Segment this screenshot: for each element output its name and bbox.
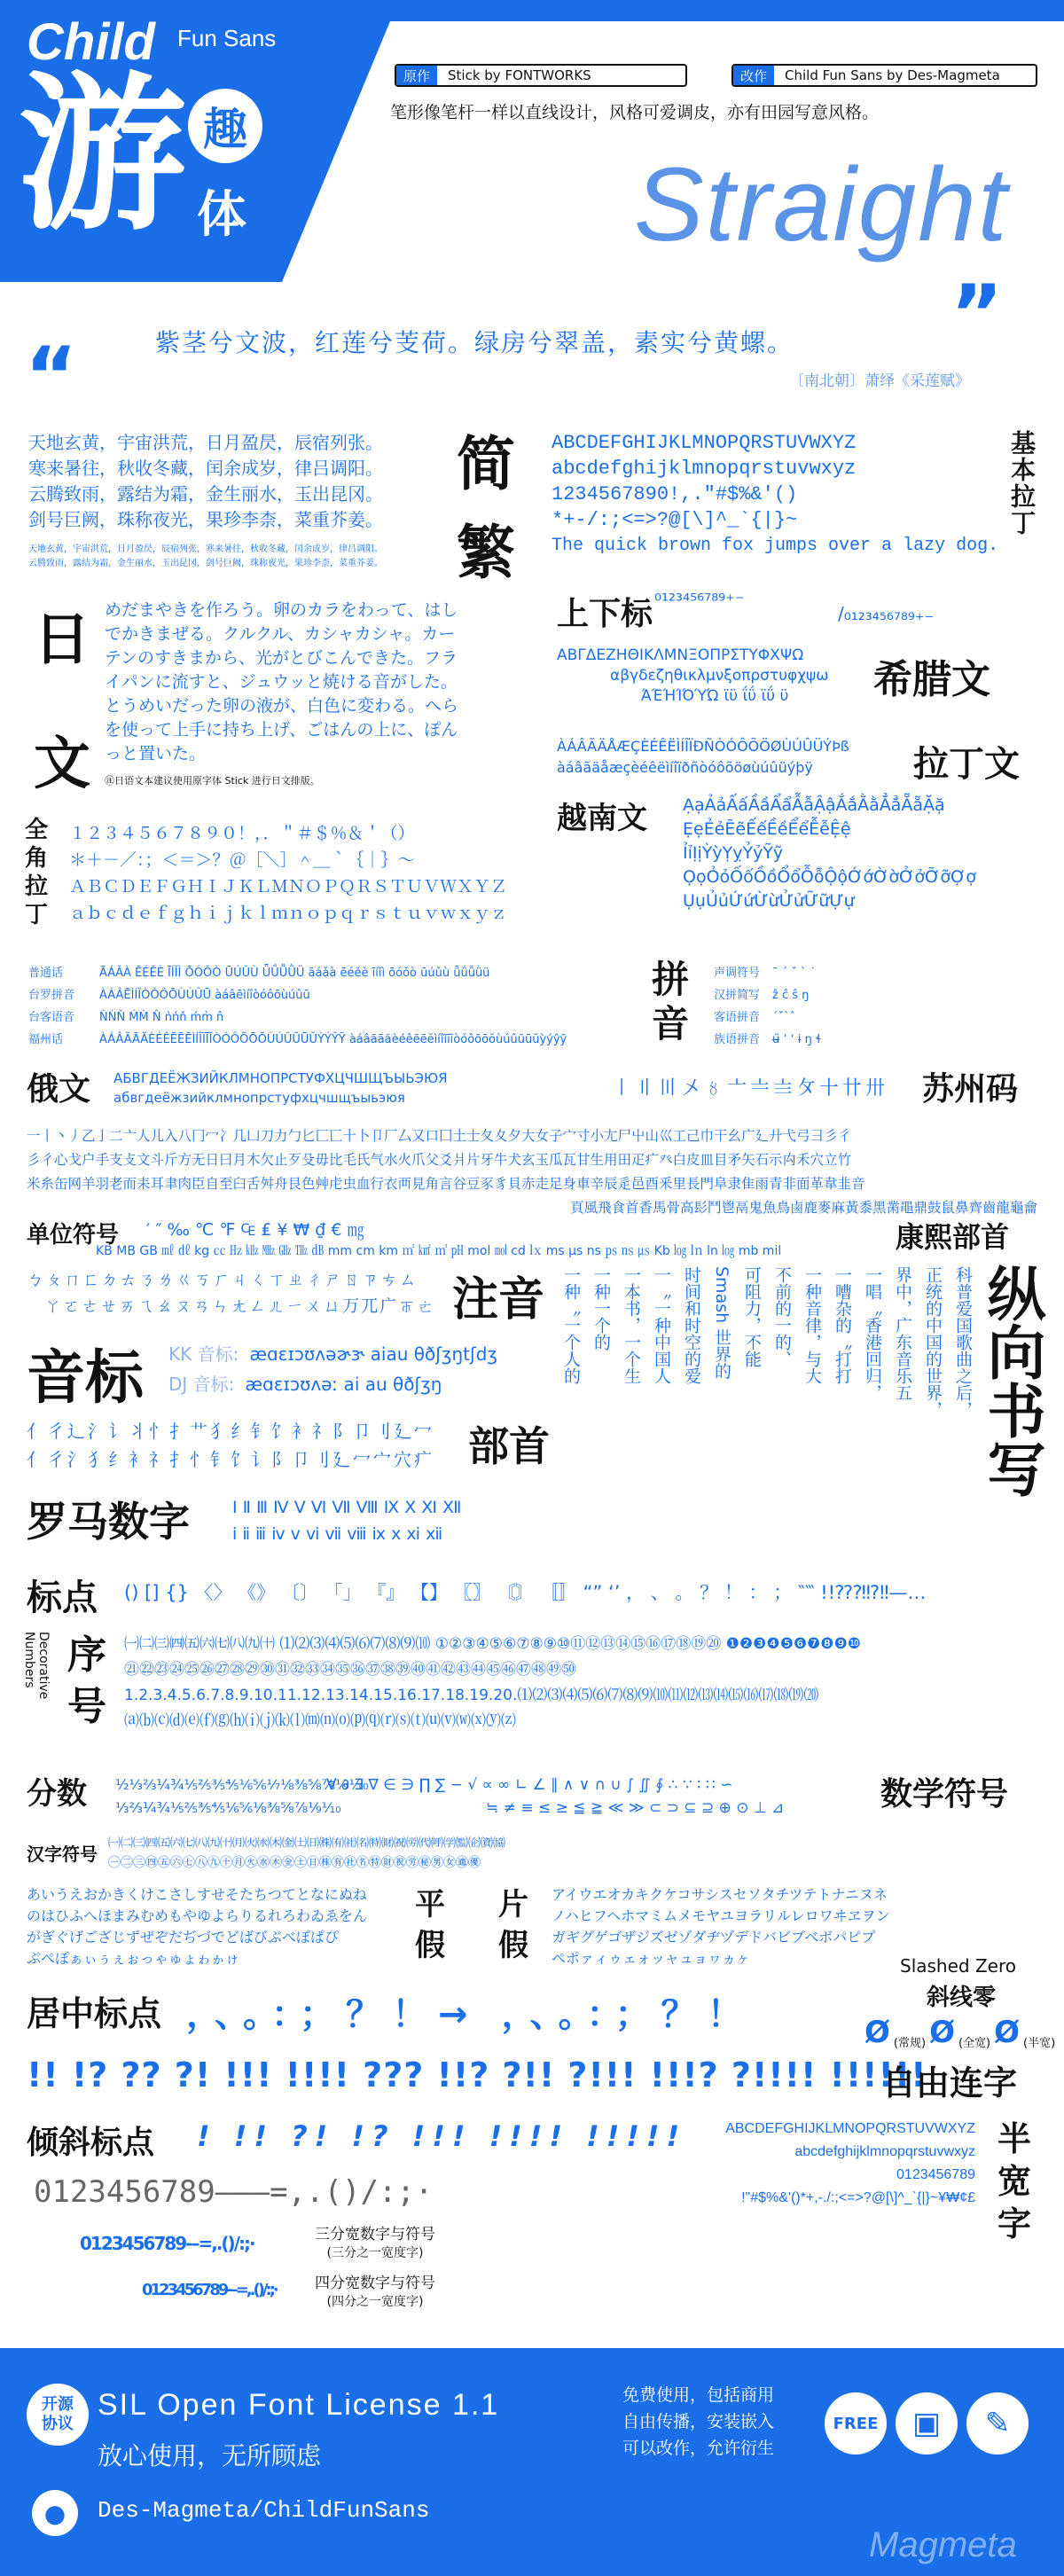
pinyin-rows bbox=[28, 962, 640, 1051]
vertical-column: 一嘈杂的〝打打 bbox=[833, 1266, 852, 1384]
quarter-label: 四分宽数字与符号 (四分之一宽度字) bbox=[315, 2275, 435, 2309]
vi-line: ẠạẢảẤấẦầẨẩẪẫẬậẮắẰằẲẳẴẵẶặ bbox=[683, 795, 945, 815]
greek-upper: ΑΒΓΔΕΖΗΘΙΚΛΜΝΞΟΠΡΣΤΥΦΧΨΩ bbox=[557, 646, 804, 664]
hira-line: ぷぺぽぁぃぅぇぉっゃゅょゎゕゖ bbox=[27, 1950, 240, 1967]
label-ligatures: 自由连字 bbox=[882, 2063, 1018, 2102]
radical-line: 一丨丶丿乙亅二亠人儿入八冂冖冫几凵刀力勹匕匚匸十卜卩厂厶又口囗土士夂夊夕大女子宀寸小尢尸屮山巛工己巾干幺广廴廾弋弓彐彡彳 bbox=[27, 1128, 852, 1144]
hira-line: がぎぐげござじずぜぞだぢづでどばびぶべぼぱぴ bbox=[27, 1929, 339, 1946]
label-vietnamese: 越南文 bbox=[557, 801, 647, 836]
original-label: 原作 bbox=[396, 66, 437, 85]
title-cn-circle: 趣 bbox=[188, 89, 262, 163]
sub-text: /₀₁₂₃₄₅₆₇₈₉₊₋ bbox=[838, 603, 935, 624]
close-quote: ” bbox=[951, 268, 1004, 361]
slashed-zero-cn: 斜线零 bbox=[927, 1985, 997, 2011]
watermark: Magmeta bbox=[869, 2525, 1017, 2564]
label-latin-ext: 拉丁文 bbox=[913, 744, 1020, 785]
repo-link[interactable]: Des-Magmeta/ChildFunSans bbox=[98, 2497, 430, 2524]
vertical-column: 正统的中国的世界， bbox=[923, 1266, 943, 1418]
latin-digits: 1234567890!,."#$%&'() bbox=[552, 483, 798, 505]
pencil-icon: ✎ bbox=[966, 2392, 1029, 2455]
cn-line: 寒来暑往，秋收冬藏，闰余成岁，律吕调阳。 bbox=[28, 458, 383, 479]
radicals-block bbox=[27, 1124, 1037, 1220]
fullwidth-block bbox=[69, 820, 507, 927]
vertical-column: 科普爱国歌曲之后， bbox=[953, 1266, 973, 1418]
roman-block bbox=[232, 1494, 462, 1547]
jp-text bbox=[105, 599, 458, 766]
math-block bbox=[326, 1773, 784, 1820]
bushou-block bbox=[27, 1417, 434, 1474]
slashed-zero-en: Slashed Zero bbox=[900, 1955, 1016, 1977]
dj-row: DJ 音标: æɑɛɪɔʊʌəː ai au θðʃʒŋ bbox=[168, 1374, 442, 1395]
latin-ext-upper: ÀÁÂÃÄÅÆÇÈÉÊËÌÍÎÏÐÑÒÓÔÕÖØÙÚÛÜÝÞß bbox=[557, 738, 849, 755]
greek-lower: αβγδεζηθικλμνξοπρστυφχψω bbox=[610, 667, 829, 685]
label-vertical: 纵向书写 bbox=[977, 1264, 1045, 1498]
punctuation-text: () [] {} 〈〉 《》 〔〕 「」 『』 【】 〖〗 〘〙 〚〛 “” ‘’ ， 、 。 ？ ！ ： ； ‶‷ !!⁇⁈⁉‼—… bbox=[124, 1582, 927, 1603]
greek-accented: ΆΈΉΊΌΎΏ ϊϋ ΐΰ ϊΰ ϋ bbox=[641, 687, 789, 705]
pinyin-row: 台客语音 ǸŃŇ ḾM̀ N̂ ǹńň ḿm̀ n̂ bbox=[28, 1011, 224, 1024]
units-line1: ′ ″ ‰ ℃ ℉ ₠ ₤ ¥ ₩ ₫ € ㎎ bbox=[146, 1220, 364, 1240]
slashed-zero-glyph: Ø bbox=[994, 2015, 1021, 2050]
roman-lower: ⅰ ⅱ ⅲ ⅳ ⅴ ⅵ ⅶ ⅷ ⅸ ⅹ ⅺ ⅻ bbox=[232, 1524, 443, 1544]
fw-line: ａｂｃｄｅｆｇｈｉｊｋｌｍｎｏｐｑｒｓｔｕｖｗｘｙｚ bbox=[69, 904, 508, 923]
straight-title: Straight bbox=[634, 146, 1009, 263]
enclosed-block bbox=[108, 1834, 505, 1873]
label-bushou: 部首 bbox=[468, 1422, 550, 1470]
github-icon[interactable]: ● bbox=[32, 2490, 78, 2536]
latin-lower: abcdefghijklmnopqrstuvwxyz bbox=[552, 458, 857, 480]
label-phonetic: 音标 bbox=[27, 1343, 144, 1412]
label-punctuation: 标点 bbox=[27, 1578, 98, 1618]
vertical-column: Smash 世界的 bbox=[712, 1266, 732, 1380]
italic-punct-text: ! !! ?! !? !!! !!!! !!!!! bbox=[197, 2119, 687, 2153]
enclosed-line: ㈠㈡㈢㈣㈤㈥㈦㈧㈨㈩㈪㈫㈬㈭㈮㈯㈰㈱㈲㈳㈴㈵㈶㈷㈸㈹㈺㈻㈼㈽㈾㈿ bbox=[108, 1836, 505, 1851]
vi-line: ẸẹẺẻẼẽẾếỀềỂểỄễỆệ bbox=[683, 819, 851, 839]
bushou-line: 亻彳辶氵讠丬忄扌艹犭纟钅饣衤礻阝卩刂廴冖 bbox=[27, 1421, 434, 1442]
label-center-punct: 居中标点 bbox=[27, 1994, 162, 2033]
label-latin-basic: 基本拉丁 bbox=[1007, 430, 1037, 536]
label-traditional: 繁 bbox=[457, 519, 515, 587]
label-zhuyin: 注音 bbox=[452, 1273, 545, 1327]
subtitle-en: Fun Sans bbox=[177, 25, 277, 51]
package-icon: ▣ bbox=[896, 2392, 958, 2455]
katakana-block bbox=[552, 1884, 890, 1969]
footer-tagline: 放心使用，无所顾虑 bbox=[98, 2441, 322, 2470]
poem-source: 〔南北朝〕萧绎《采莲赋》 bbox=[789, 372, 970, 390]
latin-upper: ABCDEFGHIJKLMNOPQRSTUVWXYZ bbox=[552, 432, 857, 454]
hiragana-block bbox=[27, 1884, 367, 1969]
hw-digits: 0123456789 bbox=[896, 2167, 975, 2182]
ordinal-line: ⒜⒝⒞⒟⒠⒡⒢⒣⒤⒥⒦⒧⒨⒩⒪⒫⒬⒭⒮⒯⒰⒱⒲⒳⒴⒵ bbox=[124, 1712, 516, 1730]
latin-basic bbox=[552, 430, 998, 559]
pinyin-row: 普通话 ĀÁǍÀ ĒÉĚÈ ĪÍǏÌ ŌÓǑÒ ŪÚǓÙ ǕǗǙǛÜ āáǎà ēéěè īíǐì ōóǒò ūúǔù ǖǘǚǜü bbox=[28, 967, 490, 980]
bushou-line: 亻彳氵犭纟衤礻扌忄钅饣讠阝卩刂廴冖宀穴疒 bbox=[27, 1449, 434, 1470]
units-line2: KB MB GB ㎖ ㎗ kg ㏄ ㎐ ㎑ ㎒ ㎓ ㎔ ㏈ mm cm km ㎡ ㎢ ㎥ ㏗ mol ㏖ cd ㏓ ms μs ns ㎰ ㎱ ㎲ Kb ㏒ ㏑ ln ㏒ mb mil bbox=[96, 1244, 782, 1258]
phonetic-block bbox=[168, 1339, 497, 1399]
vi-line: ỈỉỊịỲỳỴỵỶỷỸỹ bbox=[683, 843, 784, 863]
cn-small-line: 天地玄黄，宇宙洪荒，日月盈昃，辰宿列张，寒来暑往，秋收冬藏，闰余成岁，律吕调阳。 bbox=[28, 544, 383, 554]
kata-line: ノハヒフヘホマミムメモヤユヨラリルレロワヰヱヲン bbox=[552, 1907, 890, 1924]
vertical-column: 一种一个的 bbox=[591, 1266, 611, 1351]
label-fractions: 分数 bbox=[27, 1776, 87, 1812]
slashed-zero-glyph: Ø bbox=[864, 2015, 890, 2050]
original-tag bbox=[395, 64, 687, 87]
footer bbox=[0, 2348, 1064, 2576]
pinyin-row: 台罗拼音 ÀÁÂĒÌÍÎÒÓÔŌÙÚÛŪ àáâēìíîòóôōùúûū bbox=[28, 989, 310, 1002]
latin-pangram: The quick brown fox jumps over a lazy dog. bbox=[552, 536, 999, 556]
slashed-zero-glyph: Ø bbox=[929, 2015, 955, 2050]
label-hiragana: 平假 bbox=[415, 1887, 445, 1963]
vi-line: ỌọỎỏỐốỒồỔổỖỗỘộỚớỜờỞởỠỡỢợ bbox=[683, 867, 976, 887]
vertical-text-block bbox=[561, 1266, 975, 1550]
halfwidth-block bbox=[585, 2118, 975, 2210]
vertical-column: 不前的一的、 bbox=[772, 1266, 792, 1367]
radical-line: 彡彳心戈户手支攴文斗斤方无日曰月木欠止歹殳毋比毛氏气水火爪父爻爿片牙牛犬玄玉瓜瓦甘生用田疋疒癶白皮皿目矛矢石示禸禾穴立竹 bbox=[27, 1152, 852, 1168]
jp-note: ㊟日语文本建议使用原字体 Stick 进行日文排版。 bbox=[105, 775, 320, 787]
title-cn-small: 体 bbox=[197, 186, 246, 244]
hw-symbols: !"#$%&'()*+,-./:;<=>?@[\]^_`{|}~¥₩¢£ bbox=[741, 2190, 975, 2205]
cn-line: 天地玄黄，宇宙洪荒，日月盈昃，辰宿列张。 bbox=[28, 432, 383, 453]
cn-line: 云腾致雨，露结为霜，金生丽水，玉出昆冈。 bbox=[28, 483, 383, 505]
label-halfwidth: 半宽字 bbox=[998, 2119, 1032, 2243]
label-decorative-numbers: Decorative Numbers bbox=[22, 1632, 51, 1700]
fw-line: ＡＢＣＤＥＦＧＨＩＪＫＬＭＮＯＰＱＲＳＴＵＶＷＸＹＺ bbox=[69, 877, 508, 897]
jp-line: っと置いた。 bbox=[105, 744, 207, 763]
ligatures-text: !! !? ?? ?! !!! !!!! ??? !!? ?!! ?!!! !!!? ?!!!! !!!!!! bbox=[27, 2055, 927, 2094]
roman-upper: Ⅰ Ⅱ Ⅲ Ⅳ Ⅴ Ⅵ Ⅶ Ⅷ Ⅸ Ⅹ Ⅺ Ⅻ bbox=[232, 1498, 462, 1517]
label-italic-punct: 倾斜标点 bbox=[27, 2125, 155, 2161]
third-digits: 0123456789-–=,.()/:;· bbox=[80, 2233, 254, 2254]
modified-label: 改作 bbox=[733, 66, 774, 85]
license-name: SIL Open Font License 1.1 bbox=[98, 2388, 500, 2422]
vertical-column: 可阻力，不能 bbox=[742, 1266, 762, 1367]
hira-line: あいうえおかきくけこさしすせそたちつてとなにぬね bbox=[27, 1886, 367, 1903]
hw-upper: ABCDEFGHIJKLMNOPQRSTUVWXYZ bbox=[725, 2121, 975, 2136]
vertical-column: 界中，广东音乐五 bbox=[893, 1266, 912, 1401]
jp-line: めだまやきを作ろう。卵のカラをわって、はし bbox=[105, 600, 458, 620]
zhuyin-block bbox=[27, 1266, 435, 1319]
cn-sample-lines bbox=[28, 430, 383, 533]
latin-symbols: *+-/:;<=>?@[\]^_`{|}~ bbox=[552, 509, 798, 531]
kk-row: KK 音标: æɑɛɪɔʊʌəɚɝ aiau θðʃʒŋtʃdʒ bbox=[168, 1343, 497, 1365]
jp-line: とうめいだった卵の液が、白色に変わる。へら bbox=[105, 696, 459, 716]
jp-line: でかきまぜる。クルクル、カシャカシャ。カー bbox=[105, 624, 456, 644]
vietnamese-block bbox=[683, 794, 976, 913]
label-katakana: 片假 bbox=[498, 1887, 528, 1963]
suzhou-text: 〡〢〣〤〥〦〧〨〩〸〹〺 bbox=[612, 1077, 889, 1100]
label-units: 单位符号 bbox=[27, 1222, 120, 1249]
ordinal-line: 1.2.3.4.5.6.7.8.9.10.11.12.13.14.15.16.17.18.19.20.⑴⑵⑶⑷⑸⑹⑺⑻⑼⑽⑾⑿⒀⒁⒂⒃⒄⒅⒆⒇ bbox=[124, 1687, 819, 1704]
label-radicals: 康熙部首 bbox=[896, 1220, 1010, 1254]
pinyin-right-rows bbox=[714, 962, 821, 1051]
label-enclosed: 汉字符号 bbox=[27, 1844, 98, 1865]
fw-line: ＊＋－／：；＜＝＞？＠［＼］＾＿｀｛｜｝～ bbox=[69, 850, 415, 870]
jp-line: テンのすきまから、光がとびこんできた。フラ bbox=[105, 648, 458, 668]
title-cn-big: 游 bbox=[18, 57, 187, 253]
header-stripe bbox=[0, 0, 1064, 21]
digits-big: 0123456789——–=,.()/:;· bbox=[34, 2174, 434, 2210]
label-simplified: 简 bbox=[457, 430, 515, 498]
kata-line: ペポァィゥェォッャュョヮヵヶ bbox=[552, 1950, 751, 1967]
center-punct-text: ，、。：；？！→ ，、。：；？！ bbox=[186, 1994, 754, 2035]
modified-value: Child Fun Sans by Des-Magmeta bbox=[785, 67, 1000, 83]
label-supsub: 上下标 bbox=[557, 596, 653, 632]
cn-small-line: 云腾致雨，露结为霜，金生丽水，玉出昆冈，剑号巨阙，珠称夜光，果珍李柰，菜重芥姜。 bbox=[28, 559, 383, 568]
hw-lower: abcdefghijklmnopqrstuvwxyz bbox=[794, 2144, 975, 2159]
label-jp-top: 日 bbox=[34, 607, 90, 673]
cn-sample-small bbox=[28, 543, 454, 571]
original-value: Stick by FONTWORKS bbox=[448, 67, 591, 83]
ordinal-line: ㉑㉒㉓㉔㉕㉖㉗㉘㉙㉚㉛㉜㉝㉞㉟㊱㊲㊳㊴㊵㊶㊷㊸㊹㊺㊻㊼㊽㊾㊿ bbox=[124, 1661, 576, 1679]
radical-line: 頁風飛食首香馬骨高髟鬥鬯鬲鬼魚鳥鹵鹿麥麻黃黍黑黹黽鼎鼓鼠鼻齊齒龍龜龠 bbox=[569, 1200, 1037, 1216]
ordinal-line: ㈠㈡㈢㈣㈤㈥㈦㈧㈨㈩ ⑴⑵⑶⑷⑸⑹⑺⑻⑼⑽ ①②③④⑤⑥⑦⑧⑨⑩⑪⑫⑬⑭⑮⑯⑰⑱⑲⑳ ❶❷❸❹❺❻❼❽❾❿ bbox=[124, 1635, 862, 1653]
modified-tag bbox=[732, 64, 1037, 87]
enclosed-line: ㊀㊁㊂㊃㊄㊅㊆㊇㊈㊉㊊㊋㊌㊍㊎㊏㊐㊑㊒㊓㊔㊕㊖㊗㊘㊙㊚㊛㊜㊝ bbox=[108, 1856, 481, 1870]
math-line: ∀ ∂ ∃ ∇ ∈ ∋ ∏ ∑ − √ ∝ ∞ ∟ ∠ ∥ ∧ ∨ ∩ ∪ ∫ ∬ ∮ ∴ ∵ ∶ ∷ ∽ bbox=[326, 1776, 733, 1794]
latin-ext-lower: àáâãäåæçèéêëìíîïðñòóôõöøùúûüýþÿ bbox=[557, 759, 813, 776]
russian-lower: абвгдеёжзийклмнопрстуфхцчшщъыьэюя bbox=[113, 1090, 405, 1106]
vertical-column: 一本书，一个生 bbox=[622, 1266, 641, 1384]
title-en: Child bbox=[27, 13, 155, 71]
label-math: 数学符号 bbox=[880, 1776, 1009, 1813]
open-source-badge: 开源 协议 bbox=[27, 2384, 89, 2446]
kata-line: アイウエオカキクケコサシスセソタチツテトナニヌネ bbox=[552, 1886, 888, 1903]
pinyin-right-row: 声调符号 ˉ ˊ ˇ ˋ ˙ bbox=[714, 967, 817, 980]
kata-line: ガギグゲゴザジズゼゾダヂヅデドバビブベボパピプ bbox=[552, 1929, 876, 1946]
jp-line: を使って上手に持ち上げ、ごはんの上に、ぽん bbox=[105, 720, 458, 740]
label-greek: 希腊文 bbox=[873, 657, 990, 702]
greek-block bbox=[557, 646, 829, 707]
latin-ext-block bbox=[557, 736, 849, 779]
third-label: 三分宽数字与符号 (三分之一宽度字) bbox=[315, 2226, 435, 2260]
pinyin-right-row: 客语拼音 ˊˇˋˆ bbox=[714, 1011, 796, 1024]
label-suzhou: 苏州码 bbox=[922, 1071, 1019, 1108]
fraction-line: ½⅓⅔¼¾⅕⅖⅗⅘⅙⅚⅐⅛⅜⅝⅞⅑⅒ bbox=[115, 1776, 369, 1793]
label-fullwidth: 全角拉丁 bbox=[25, 817, 49, 928]
pinyin-row: 福州话 ÀÁÂÃĀĂÈÉÊẼĒĔÌÍÎĨĪĬÒÓÔÕŌŎÙÚÛŨŪŬỲÝŶỸ àáâãāăèéêẽēĕìíîĩīĭòóôõōŏùúûũūŭỳýŷỹ bbox=[28, 1033, 567, 1046]
cn-line: 剑号巨阙，珠称夜光，果珍李柰，菜重芥姜。 bbox=[28, 509, 383, 530]
sup-text: ⁰¹²³⁴⁵⁶⁷⁸⁹⁺⁻ bbox=[654, 590, 745, 611]
vertical-column: 时间和时空的爱 bbox=[682, 1266, 701, 1384]
vertical-column: 一种〝一个人的 bbox=[561, 1266, 581, 1384]
russian-block bbox=[113, 1069, 448, 1108]
open-quote: “ bbox=[25, 330, 78, 423]
jp-line: イパンに流すと、ジュウッと焼ける音がした。 bbox=[105, 672, 458, 692]
label-ordinals: 序号 bbox=[67, 1633, 106, 1729]
vertical-column: 一种音律，与大 bbox=[802, 1266, 822, 1384]
vertical-column: 一〝一种中国人 bbox=[652, 1266, 671, 1384]
free-lines: 免费使用，包括商用 自由传播，安装嵌入 可以改作，允许衍生 bbox=[622, 2385, 775, 2458]
free-badge: FREE bbox=[825, 2392, 887, 2455]
zhuyin-line: ㄅㄆㄇㄈㄉㄊㄋㄌㄍㄎㄏㄐㄑㄒㄓㄔㄕㄖㄗㄘㄙ bbox=[27, 1270, 419, 1289]
header-description: 笔形像笔杆一样以直线设计，风格可爱调皮，亦有田园写意风格。 bbox=[390, 103, 880, 122]
pinyin-right-row: 汉拼简写 ẑ ĉ ŝ ŋ bbox=[714, 989, 810, 1002]
label-jp-bottom: 文 bbox=[34, 732, 90, 797]
slashed-zero-samples: Ø (常规) Ø (全宽) Ø (半宽) bbox=[864, 2015, 1056, 2050]
hira-line: のはひふへほまみむめもやゆよらりるれろわゐゑをん bbox=[27, 1907, 368, 1924]
ordinals-block bbox=[124, 1632, 1046, 1734]
zhuyin-line: ㄚㄛㄜㄝㄞㄟㄠㄡㄢㄣㄤㄥㄦㄧㄨㄩㄪㄫㄬㄭㄮ bbox=[44, 1296, 436, 1316]
quarter-digits: 0123456789-–=,.()/:;· bbox=[142, 2281, 277, 2299]
radical-line: 米糸缶网羊羽老而耒耳聿肉臣自至臼舌舛舟艮色艸虍虫血行衣襾見角言谷豆豕豸貝赤走足身車辛辰辵邑酉釆里長門阜隶隹雨青非面革韋韭音 bbox=[27, 1176, 865, 1192]
label-roman: 罗马数字 bbox=[27, 1498, 190, 1546]
label-russian: 俄文 bbox=[27, 1071, 91, 1108]
vi-line: ỤụỦủỨứỪừỬửỮữỰự bbox=[683, 891, 855, 911]
poem-text: 紫茎兮文波，红莲兮芰荷。绿房兮翠盖，素实兮黄螺。 bbox=[155, 328, 794, 357]
pinyin-right-row: 族语拼音 ʉ̈ ʼ ʻ ɨ ŋ ɬ bbox=[714, 1033, 822, 1046]
fw-line: １２３４５６７８９０！，．＂＃＄％＆＇（） bbox=[69, 824, 415, 843]
russian-upper: АБВГДЕЁЖЗИЙКЛМНОПРСТУФХЦЧШЩЪЫЬЭЮЯ bbox=[113, 1070, 448, 1086]
vertical-column: 一唱〝香港回归， bbox=[863, 1266, 882, 1401]
fraction-line: ⅓⅔¼¾⅕⅖⅗⅘⅙⅚⅛⅜⅝⅞⅑⅒ bbox=[115, 1799, 341, 1816]
math-line: ≒ ≠ ≡ ≤ ≥ ≦ ≧ ≪ ≫ ⊂ ⊃ ⊆ ⊇ ⊕ ⊙ ⊥ ⊿ bbox=[486, 1799, 785, 1817]
label-pinyin: 拼音 bbox=[652, 958, 690, 1045]
